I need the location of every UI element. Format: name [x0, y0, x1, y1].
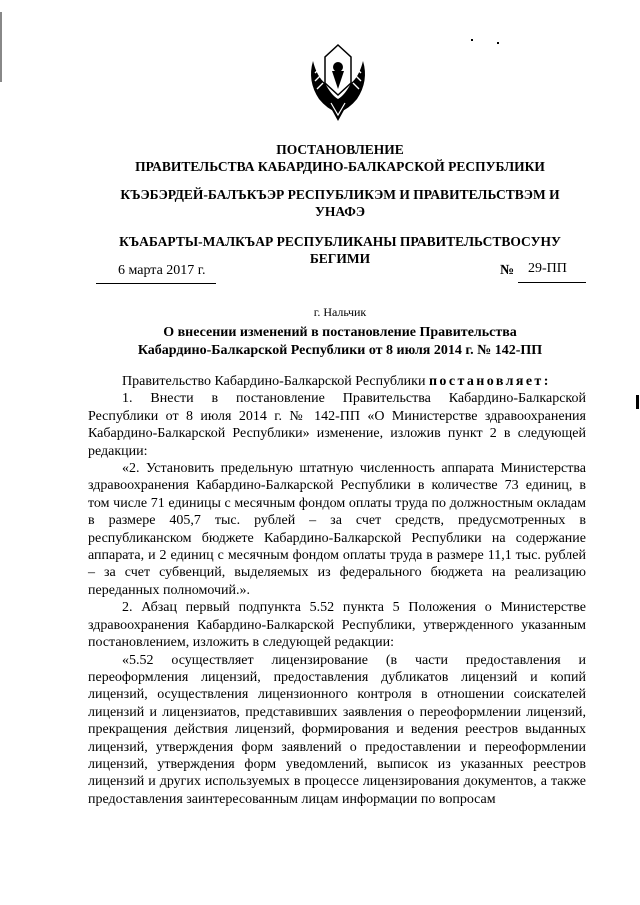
paragraph-3: 2. Абзац первый подпункта 5.52 пункта 5 Положения о Министерстве здравоохранения Кабардино-Балкарской Республики, утвержденного указанным постановлением, изложить в следующей редакции:: [88, 600, 586, 651]
city: г. Нальчик: [313, 305, 367, 319]
header-line: КЪЭБЭРДЕЙ-БАЛЪКЪЭР РЕСПУБЛИКЭМ И ПРАВИТЕЛЬСТВЭМ И: [120, 187, 560, 202]
header-line: ПРАВИТЕЛЬСТВА КАБАРДИНО-БАЛКАРСКОЙ РЕСПУБЛИКИ: [135, 159, 545, 174]
title-line: О внесении изменений в постановление Правительства: [163, 325, 517, 340]
paragraph-4: «5.52 осуществляет лицензирование (в части предоставления и переоформления лицензий, предоставления дубликатов лицензий и копий лицензий, осуществления лицензионного контроля в отношении соискателей лицензий и лицензиатов, представивших заявления о переоформлении лицензий, прекращения действия лицензий, формирования и ведения реестров выданных лицензий, утверждения форм заявлений о предоставлении и переоформлении лицензий, утверждения форм уведомлений, выписок из указанных реестров лицензий и других используемых в процессе лицензирования документов, а также предоставления заинтересованным лицам информации по вопросам: [88, 652, 586, 807]
date-underline: [96, 283, 216, 284]
header-line: УНАФЭ: [314, 204, 366, 219]
title-line: Кабардино-Балкарской Республики от 8 июля 2014 г. № 142-ПП: [137, 343, 543, 358]
scan-mark: [497, 42, 499, 44]
document-date: 6 марта 2017 г.: [118, 263, 206, 278]
header-title: [60, 141, 620, 175]
header-line: ПОСТАНОВЛЕНИЕ: [276, 142, 404, 157]
document-number: 29-ПП: [528, 261, 567, 276]
header-line: БЕГИМИ: [309, 251, 371, 266]
paragraph-2: «2. Установить предельную штатную численность аппарата Министерства здравоохранения Кабардино-Балкарской Республики в количестве 73 единиц, в том числе 71 единицы с месячным фондом оплаты труда по должностным окладам в размере 405,7 тыс. рублей – за счет средств, предусмотренных в республиканском бюджете Кабардино-Балкарской Республики на содержание аппарата, и 2 единиц с месячным фондом оплаты труда в размере 11,1 тыс. рублей – за счет субвенций, выделяемых из федерального бюджета на реализацию переданных полномочий.».: [88, 461, 586, 598]
intro-paragraph: [88, 373, 586, 390]
coat-of-arms-emblem: [305, 43, 371, 125]
intro-verb: постановляет:: [428, 374, 551, 389]
header-line: КЪАБАРТЫ-МАЛКЪАР РЕСПУБЛИКАНЫ ПРАВИТЕЛЬСТВОСУНУ: [119, 234, 561, 249]
number-label: №: [500, 263, 515, 278]
scan-mark: [471, 39, 473, 41]
document-title: [90, 324, 590, 360]
header-kabardian: [60, 186, 620, 220]
document-body: [88, 373, 586, 808]
intro-text: Правительство Кабардино-Балкарской Республики: [122, 374, 429, 389]
scan-mark: [636, 395, 639, 409]
scan-mark: [0, 12, 2, 82]
paragraph-1: 1. Внести в постановление Правительства Кабардино-Балкарской Республики от 8 июля 2014 г. № 142-ПП «О Министерстве здравоохранения Кабардино-Балкарской Республики» изменение, изложив пункт 2 в следующей редакции:: [88, 391, 586, 459]
number-underline: [518, 282, 586, 283]
